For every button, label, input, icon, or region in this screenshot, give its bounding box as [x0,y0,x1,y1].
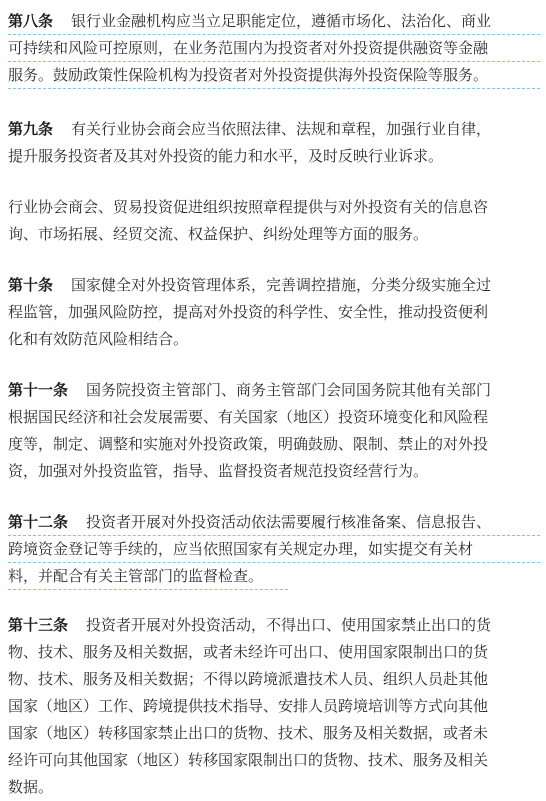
article-11-line-2: 根据国民经济和社会发展需要、有关国家（地区）投资环境变化和风险程 [8,408,489,426]
article-10-label: 第十条 [8,276,54,294]
article-9 [8,116,540,170]
article-13-label: 第十三条 [8,616,69,634]
article-10-line-3: 化和有效防范风险相结合。 [8,330,189,348]
article-13-line-7: 数据。 [8,778,54,796]
article-9-line-1: 第九条 有关行业协会商会应当依照法律、法规和章程，加强行业自律， [8,120,492,138]
article-11-line-1: 第十一条 国务院投资主管部门、商务主管部门会同国务院其他有关部门 [8,381,492,399]
article-8-line-2: 可持续和风险可控原则，在业务范围内为投资者对外投资提供融资等金融 [8,39,489,57]
article-12-label: 第十二条 [8,513,69,531]
underline-dash [8,589,288,590]
underline-dash [8,562,540,563]
article-13-line-1: 第十三条 投资者开展对外投资活动，不得出口、使用国家禁止出口的货 [8,616,492,634]
underline-dash [8,34,540,35]
article-10-line-1: 第十条 国家健全对外投资管理体系，完善调控措施，分类分级实施全过 [8,276,492,294]
article-8-line-3: 服务。鼓励政策性保险机构为投资者对外投资提供海外投资保险等服务。 [8,66,489,84]
article-11-line-4: 资，加强对外投资监管，指导、监督投资者规范投资经营行为。 [8,462,429,480]
article-10 [8,272,540,353]
article-12-line-1: 第十二条 投资者开展对外投资活动依法需要履行核准备案、信息报告、 [8,513,492,531]
underline-dash [8,535,540,536]
article-12-line-2: 跨境资金登记等手续的，应当依照国家有关规定办理，如实提交有关材 [8,540,474,558]
article-8-label: 第八条 [8,12,54,30]
article-11 [8,377,540,485]
article-13-line-3: 物、技术、服务及相关数据；不得以跨境派遣技术人员、组织人员赴其他 [8,670,489,688]
article-13-line-4: 国家（地区）工作、跨境提供技术指导、安排人员跨境培训等方式向其他 [8,697,489,715]
article-11-label: 第十一条 [8,381,69,399]
article-9-p2-line-1: 行业协会商会、贸易投资促进组织按照章程提供与对外投资有关的信息咨 [8,198,489,216]
article-9-paragraph-2 [8,194,540,248]
article-10-line-2: 程监管，加强风险防控，提高对外投资的科学性、安全性，推动投资便利 [8,303,489,321]
underline-dash [8,88,540,89]
article-13 [8,612,540,801]
article-13-line-6: 经许可向其他国家（地区）转移国家限制出口的货物、技术、服务及相关 [8,751,489,769]
article-12 [8,509,540,590]
article-8 [8,8,540,89]
article-9-p2-line-2: 询、市场拓展、经贸交流、权益保护、纠纷处理等方面的服务。 [8,225,429,243]
article-13-line-5: 国家（地区）转移国家禁止出口的货物、技术、服务及相关数据，或者未 [8,724,489,742]
underline-dash [8,61,540,62]
article-13-line-2: 物、技术、服务及相关数据，或者未经许可出口、使用国家限制出口的货 [8,643,489,661]
article-9-line-2: 提升服务投资者及其对外投资的能力和水平，及时反映行业诉求。 [8,147,444,165]
article-9-label: 第九条 [8,120,54,138]
article-11-line-3: 度等，制定、调整和实施对外投资政策，明确鼓励、限制、禁止的对外投 [8,435,489,453]
article-12-line-3: 料，并配合有关主管部门的监督检查。 [8,567,264,585]
article-8-line-1: 第八条 银行业金融机构应当立足职能定位，遵循市场化、法治化、商业 [8,12,492,30]
